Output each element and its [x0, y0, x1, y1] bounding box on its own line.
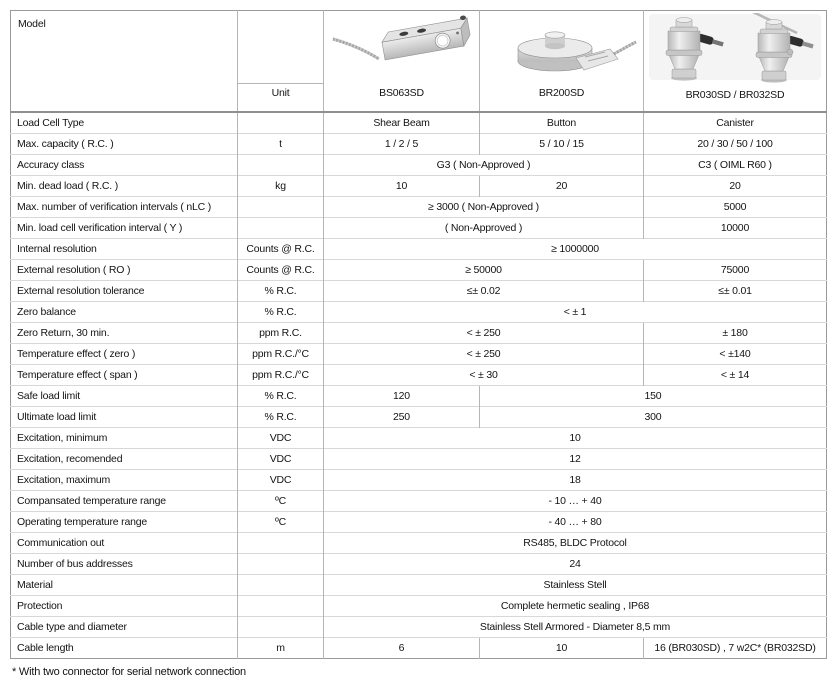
table-row	[11, 197, 827, 218]
spec-table-body	[11, 112, 827, 659]
value-cell: < ± 250	[324, 323, 644, 344]
footnote: * With two connector for serial network connection	[12, 666, 246, 678]
button-load-cell-image	[480, 11, 643, 85]
row-label: Material	[11, 575, 238, 596]
row-label: Zero balance	[11, 302, 238, 323]
row-label: Temperature effect ( span )	[11, 365, 238, 386]
unit-cell: kg	[238, 176, 324, 197]
table-row	[11, 218, 827, 239]
table-row	[11, 134, 827, 155]
row-label: Max. capacity ( R.C. )	[11, 134, 238, 155]
value-cell: 20 / 30 / 50 / 100	[644, 134, 827, 155]
table-row	[11, 407, 827, 428]
value-cell: 120	[324, 386, 480, 407]
value-cell: 18	[324, 470, 827, 491]
value-cell: ( Non-Approved )	[324, 218, 644, 239]
table-row	[11, 176, 827, 197]
value-cell: Stainless Stell	[324, 575, 827, 596]
unit-cell: VDC	[238, 470, 324, 491]
row-label: External resolution tolerance	[11, 281, 238, 302]
table-row	[11, 281, 827, 302]
value-cell: - 40 … + 80	[324, 512, 827, 533]
unit-cell	[238, 617, 324, 638]
value-cell: Stainless Stell Armored - Diameter 8,5 mm	[324, 617, 827, 638]
row-label: Excitation, recomended	[11, 449, 238, 470]
value-cell: 20	[480, 176, 644, 197]
value-cell: G3 ( Non-Approved )	[324, 155, 644, 176]
table-row	[11, 155, 827, 176]
table-row	[11, 449, 827, 470]
table-row	[11, 617, 827, 638]
shear-beam-load-cell-image	[324, 11, 479, 85]
unit-cell: VDC	[238, 428, 324, 449]
value-cell: Shear Beam	[324, 112, 480, 134]
value-cell: < ± 250	[324, 344, 644, 365]
unit-cell: ppm R.C.	[238, 323, 324, 344]
table-row	[11, 365, 827, 386]
unit-cell: ºC	[238, 491, 324, 512]
unit-cell: % R.C.	[238, 386, 324, 407]
value-cell: ≥ 1000000	[324, 239, 827, 260]
table-row	[11, 260, 827, 281]
unit-cell	[238, 155, 324, 176]
value-cell: 24	[324, 554, 827, 575]
product-name: BR200SD	[538, 87, 585, 99]
value-cell: ± 180	[644, 323, 827, 344]
value-cell: ≥ 50000	[324, 260, 644, 281]
row-label: Zero Return, 30 min.	[11, 323, 238, 344]
row-label: Cable type and diameter	[11, 617, 238, 638]
value-cell: ≤± 0.01	[644, 281, 827, 302]
value-cell: < ±140	[644, 344, 827, 365]
unit-cell	[238, 533, 324, 554]
row-label: Internal resolution	[11, 239, 238, 260]
table-row	[11, 344, 827, 365]
table-row	[11, 428, 827, 449]
row-label: Max. number of verification intervals ( nLC )	[11, 197, 238, 218]
unit-cell	[238, 575, 324, 596]
table-row	[11, 302, 827, 323]
unit-cell	[238, 197, 324, 218]
product-name: BS063SD	[379, 87, 424, 99]
unit-cell: % R.C.	[238, 407, 324, 428]
value-cell: 5000	[644, 197, 827, 218]
value-cell: 1 / 2 / 5	[324, 134, 480, 155]
value-cell: Complete hermetic sealing , IP68	[324, 596, 827, 617]
product-header-br200sd	[480, 11, 644, 113]
row-label: Temperature effect ( zero )	[11, 344, 238, 365]
value-cell: < ± 30	[324, 365, 644, 386]
row-label: Load Cell Type	[11, 112, 238, 134]
table-row	[11, 323, 827, 344]
product-header-br030sd-br032sd	[644, 11, 827, 113]
unit-cell	[238, 112, 324, 134]
value-cell: 10	[324, 176, 480, 197]
value-cell: 10000	[644, 218, 827, 239]
row-label: Safe load limit	[11, 386, 238, 407]
value-cell: 16 (BR030SD) , 7 w2C* (BR032SD)	[644, 638, 827, 659]
value-cell: 10	[324, 428, 827, 449]
table-row	[11, 112, 827, 134]
product-header-bs063sd	[324, 11, 480, 113]
value-cell: 75000	[644, 260, 827, 281]
value-cell: < ± 14	[644, 365, 827, 386]
value-cell: 5 / 10 / 15	[480, 134, 644, 155]
row-label: Number of bus addresses	[11, 554, 238, 575]
row-label: Operating temperature range	[11, 512, 238, 533]
table-row	[11, 596, 827, 617]
table-row	[11, 491, 827, 512]
value-cell: 20	[644, 176, 827, 197]
row-label: Cable length	[11, 638, 238, 659]
value-cell: 250	[324, 407, 480, 428]
value-cell: ≤± 0.02	[324, 281, 644, 302]
unit-header-cell	[238, 11, 324, 113]
table-row	[11, 533, 827, 554]
table-row	[11, 638, 827, 659]
model-header-cell	[11, 11, 238, 113]
unit-cell: VDC	[238, 449, 324, 470]
value-cell: < ± 1	[324, 302, 827, 323]
table-row	[11, 575, 827, 596]
row-label: Min. dead load ( R.C. )	[11, 176, 238, 197]
unit-spacer	[238, 11, 323, 84]
table-row	[11, 239, 827, 260]
unit-cell: % R.C.	[238, 281, 324, 302]
value-cell: 12	[324, 449, 827, 470]
value-cell: 10	[480, 638, 644, 659]
unit-cell: % R.C.	[238, 302, 324, 323]
row-label: Communication out	[11, 533, 238, 554]
row-label: Excitation, minimum	[11, 428, 238, 449]
unit-cell	[238, 596, 324, 617]
spec-table	[10, 10, 827, 659]
product-name: BR030SD / BR032SD	[685, 89, 785, 101]
unit-cell	[238, 218, 324, 239]
row-label: Protection	[11, 596, 238, 617]
unit-cell: t	[238, 134, 324, 155]
value-cell: ≥ 3000 ( Non-Approved )	[324, 197, 644, 218]
unit-cell: Counts @ R.C.	[238, 260, 324, 281]
table-row	[11, 554, 827, 575]
table-row	[11, 470, 827, 491]
unit-cell: m	[238, 638, 324, 659]
unit-cell: ppm R.C./°C	[238, 344, 324, 365]
value-cell: Canister	[644, 112, 827, 134]
model-label: Model	[18, 18, 46, 30]
unit-cell: ppm R.C./°C	[238, 365, 324, 386]
row-label: Ultimate load limit	[11, 407, 238, 428]
unit-cell	[238, 554, 324, 575]
table-row	[11, 512, 827, 533]
row-label: Accuracy class	[11, 155, 238, 176]
unit-cell: ºC	[238, 512, 324, 533]
row-label: Min. load cell verification interval ( Y )	[11, 218, 238, 239]
unit-label: Unit	[271, 87, 290, 99]
value-cell: RS485, BLDC Protocol	[324, 533, 827, 554]
value-cell: Button	[480, 112, 644, 134]
value-cell: 150	[480, 386, 827, 407]
value-cell: C3 ( OIML R60 )	[644, 155, 827, 176]
table-row	[11, 386, 827, 407]
value-cell: 300	[480, 407, 827, 428]
row-label: Excitation, maximum	[11, 470, 238, 491]
header-row	[11, 11, 827, 113]
value-cell: - 10 … + 40	[324, 491, 827, 512]
unit-cell: Counts @ R.C.	[238, 239, 324, 260]
value-cell: 6	[324, 638, 480, 659]
row-label: External resolution ( RO )	[11, 260, 238, 281]
row-label: Compansated temperature range	[11, 491, 238, 512]
